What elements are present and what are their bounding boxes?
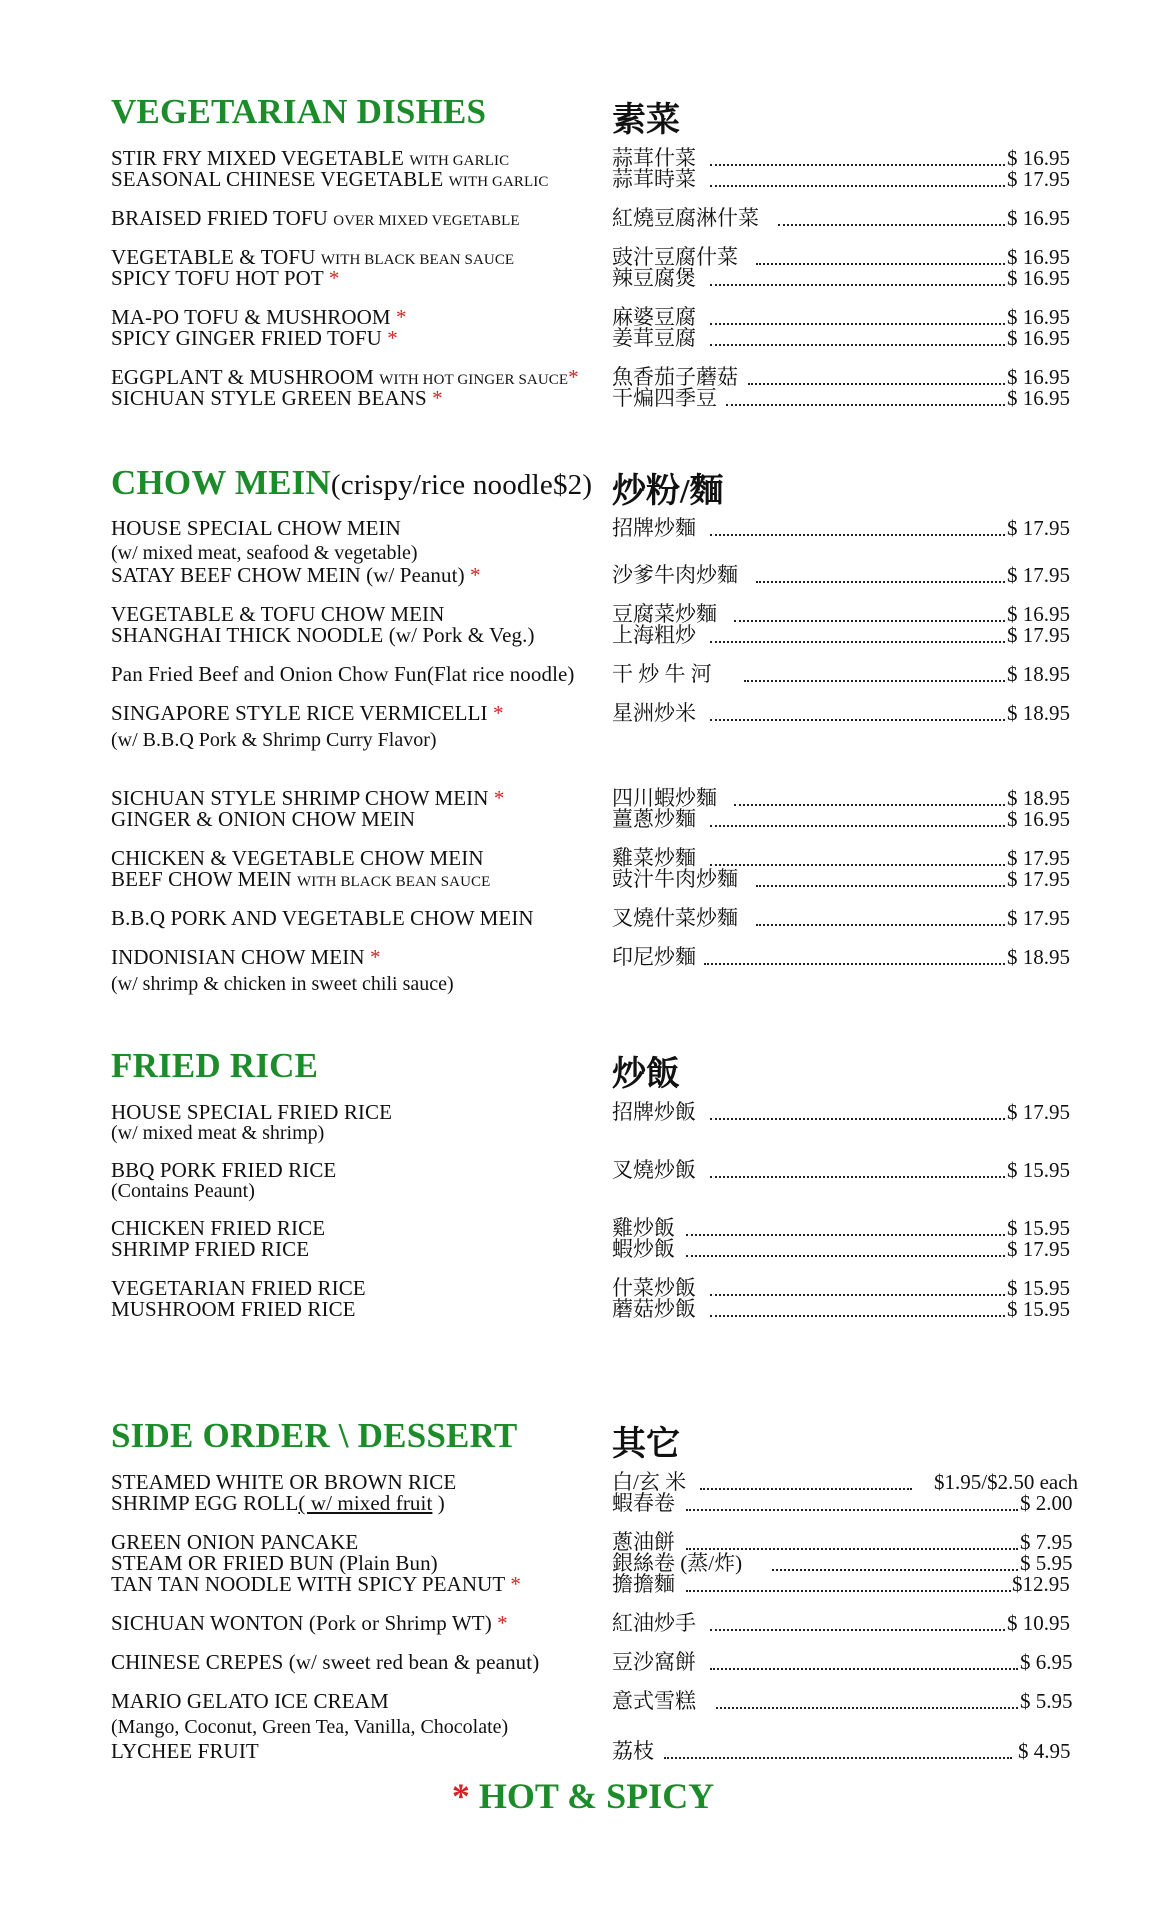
item-name: CHICKEN & VEGETABLE CHOW MEIN — [111, 846, 484, 870]
item-price: $ 2.00 — [1020, 1491, 1073, 1515]
item-note: ( w/ mixed fruit — [298, 1491, 433, 1515]
item-name-zh: 沙爹牛肉炒麵 — [612, 563, 738, 587]
item-description: (w/ B.B.Q Pork & Shrimp Curry Flavor) — [111, 729, 437, 751]
hot-spicy-marker: * — [493, 701, 504, 725]
dot-leader — [710, 825, 1005, 827]
menu-item — [0, 1552, 1166, 1574]
dot-leader — [710, 719, 1005, 721]
dot-leader — [710, 164, 1005, 166]
dot-leader — [710, 1668, 1018, 1670]
hot-spicy-marker: * — [328, 266, 340, 290]
dot-leader — [710, 1294, 1005, 1296]
menu-item — [0, 1238, 1166, 1260]
item-name: BBQ PORK FRIED RICE — [111, 1158, 337, 1182]
item-name: SICHUAN STYLE SHRIMP CHOW MEIN — [111, 786, 489, 810]
item-price: $ 16.95 — [1007, 326, 1070, 350]
menu-item — [0, 267, 1166, 289]
dot-leader — [716, 1707, 1018, 1709]
item-name-zh: 薑蔥炒麵 — [612, 807, 696, 831]
dot-leader — [710, 864, 1005, 866]
item-name: EGGPLANT & MUSHROOM — [111, 365, 374, 389]
hot-spicy-marker: * — [510, 1572, 521, 1596]
item-name-zh: 雞炒飯 — [612, 1216, 675, 1240]
dot-leader — [686, 1590, 1011, 1592]
dot-leader — [756, 263, 1005, 265]
item-description: (w/ shrimp & chicken in sweet chili sauce) — [111, 973, 454, 995]
hot-spicy-marker: * — [568, 365, 579, 389]
item-name-zh: 蒜茸時菜 — [612, 167, 696, 191]
item-price: $ 17.95 — [1007, 846, 1070, 870]
item-modifier: WITH GARLIC — [409, 153, 510, 169]
item-price: $ 18.95 — [1007, 701, 1070, 725]
item-price: $ 10.95 — [1007, 1611, 1070, 1635]
menu-item — [0, 1492, 1166, 1514]
dot-leader — [756, 924, 1005, 926]
item-name: BRAISED FRIED TOFU — [111, 206, 328, 230]
dot-leader — [686, 1509, 1018, 1511]
menu-item — [0, 1101, 1166, 1123]
menu-item — [0, 207, 1166, 229]
item-price: $ 6.95 — [1020, 1650, 1073, 1674]
item-name-zh: 白/玄 米 — [612, 1470, 687, 1494]
menu-item — [0, 1740, 1166, 1762]
menu-item — [0, 246, 1166, 268]
item-name: HOUSE SPECIAL FRIED RICE — [111, 1100, 393, 1124]
item-name: STEAMED WHITE OR BROWN RICE — [111, 1470, 457, 1494]
item-name-zh: 豉汁豆腐什菜 — [612, 245, 738, 269]
item-price: $ 16.95 — [1007, 206, 1070, 230]
item-name: SINGAPORE STYLE RICE VERMICELLI — [111, 701, 488, 725]
item-price: $ 17.95 — [1007, 516, 1070, 540]
item-name-zh: 豉汁牛肉炒麵 — [612, 867, 738, 891]
item-price: $ 18.95 — [1007, 662, 1070, 686]
item-price: $ 7.95 — [1020, 1530, 1073, 1554]
menu-item — [0, 1217, 1166, 1239]
item-price: $ 18.95 — [1007, 945, 1070, 969]
dot-leader — [710, 284, 1005, 286]
menu-item — [0, 1651, 1166, 1673]
item-name-zh: 辣豆腐煲 — [612, 266, 696, 290]
menu-item — [0, 306, 1166, 328]
item-name-zh: 蔥油餅 — [612, 1530, 675, 1554]
menu-item — [0, 1531, 1166, 1553]
item-name-zh: 干煸四季豆 — [612, 386, 717, 410]
item-name-zh: 蝦春卷 — [612, 1491, 675, 1515]
section-title-text: CHOW MEIN — [111, 463, 331, 502]
item-name-zh: 雞菜炒麵 — [612, 846, 696, 870]
item-name: MUSHROOM FRIED RICE — [111, 1297, 356, 1321]
item-price: $ 17.95 — [1007, 1237, 1070, 1261]
item-name-zh: 蝦炒飯 — [612, 1237, 675, 1261]
item-name: BEEF CHOW MEIN — [111, 867, 292, 891]
item-price: $ 15.95 — [1007, 1297, 1070, 1321]
section-title-vegetarian-zh: 素菜 — [612, 102, 680, 139]
item-price: $ 16.95 — [1007, 245, 1070, 269]
dot-leader — [748, 383, 1005, 385]
section-title-side-order: SIDE ORDER \ DESSERT — [111, 1416, 518, 1455]
item-price: $ 5.95 — [1020, 1689, 1073, 1713]
item-name: LYCHEE FRUIT — [111, 1739, 259, 1763]
menu-item — [0, 1277, 1166, 1299]
section-title-chow-mein-zh: 炒粉/麵 — [612, 473, 724, 510]
item-name: SHRIMP FRIED RICE — [111, 1237, 310, 1261]
menu-item — [0, 366, 1166, 388]
item-price: $ 17.95 — [1007, 867, 1070, 891]
item-name-zh: 上海粗炒 — [612, 623, 696, 647]
item-modifier: WITH BLACK BEAN SAUCE — [297, 874, 491, 890]
dot-leader — [686, 1255, 1005, 1257]
item-name: VEGETABLE & TOFU CHOW MEIN — [111, 602, 445, 626]
item-name-zh: 招牌炒飯 — [612, 1100, 696, 1124]
item-price: $ 17.95 — [1007, 623, 1070, 647]
item-name: MA-PO TOFU & MUSHROOM — [111, 305, 391, 329]
item-price: $ 16.95 — [1007, 807, 1070, 831]
item-description: (Mango, Coconut, Green Tea, Vanilla, Chocolate) — [111, 1716, 509, 1738]
item-name: SATAY BEEF CHOW MEIN (w/ Peanut) — [111, 563, 465, 587]
item-price: $12.95 — [1012, 1572, 1070, 1596]
item-price: $ 16.95 — [1007, 602, 1070, 626]
menu-item — [0, 517, 1166, 539]
menu-item — [0, 1573, 1166, 1595]
dot-leader — [710, 1315, 1005, 1317]
dot-leader — [710, 185, 1005, 187]
item-name-zh: 四川蝦炒麵 — [612, 786, 717, 810]
section-title-chow-mein — [111, 463, 592, 503]
item-price: $ 17.95 — [1007, 1100, 1070, 1124]
item-name: VEGETARIAN FRIED RICE — [111, 1276, 366, 1300]
item-name-zh: 紅油炒手 — [612, 1611, 696, 1635]
item-price: $ 15.95 — [1007, 1158, 1070, 1182]
item-price: $ 5.95 — [1020, 1551, 1073, 1575]
item-name: CHICKEN FRIED RICE — [111, 1216, 326, 1240]
item-name: B.B.Q PORK AND VEGETABLE CHOW MEIN — [111, 906, 534, 930]
item-name: STIR FRY MIXED VEGETABLE — [111, 146, 404, 170]
item-price: $ 16.95 — [1007, 266, 1070, 290]
item-price: $ 18.95 — [1007, 786, 1070, 810]
item-price: $ 17.95 — [1007, 167, 1070, 191]
dot-leader — [726, 404, 1005, 406]
item-name: CHINESE CREPES (w/ sweet red bean & peanut) — [111, 1650, 540, 1674]
item-name-zh: 印尼炒麵 — [612, 945, 696, 969]
dot-leader — [756, 885, 1005, 887]
menu-item — [0, 847, 1166, 869]
item-name-zh: 什菜炒飯 — [612, 1276, 696, 1300]
menu-item — [0, 1471, 1166, 1493]
hot-spicy-legend-star: * — [451, 1776, 470, 1816]
menu-item — [0, 907, 1166, 929]
menu-item — [0, 603, 1166, 625]
dot-leader — [778, 224, 1005, 226]
dot-leader — [710, 641, 1005, 643]
item-price: $ 4.95 — [1018, 1739, 1071, 1763]
item-note-end: ) — [432, 1491, 445, 1515]
item-name-zh: 意式雪糕 — [612, 1689, 696, 1713]
hot-spicy-marker: * — [369, 945, 381, 969]
item-name: GINGER & ONION CHOW MEIN — [111, 807, 416, 831]
item-name: HOUSE SPECIAL CHOW MEIN — [111, 516, 401, 540]
menu-item — [0, 327, 1166, 349]
item-price: $ 16.95 — [1007, 305, 1070, 329]
item-modifier: WITH GARLIC — [448, 174, 549, 190]
section-title-side-order-zh: 其它 — [612, 1426, 680, 1463]
menu-item — [0, 787, 1166, 809]
hot-spicy-legend — [0, 1775, 1166, 1817]
item-name: SHANGHAI THICK NOODLE (w/ Pork & Veg.) — [111, 623, 535, 647]
item-name: GREEN ONION PANCAKE — [111, 1530, 359, 1554]
item-name: MARIO GELATO ICE CREAM — [111, 1689, 389, 1713]
item-name-zh: 擔擔麵 — [612, 1572, 675, 1596]
dot-leader — [744, 680, 1005, 682]
item-name-zh: 招牌炒麵 — [612, 516, 696, 540]
item-name: TAN TAN NOODLE WITH SPICY PEANUT — [111, 1572, 505, 1596]
item-name-zh: 荔枝 — [612, 1739, 654, 1763]
menu-item — [0, 1612, 1166, 1634]
menu-item — [0, 564, 1166, 586]
section-title-fried-rice-zh: 炒飯 — [612, 1056, 680, 1093]
item-price: $1.95/$2.50 each — [934, 1470, 1079, 1494]
menu-item — [0, 946, 1166, 968]
hot-spicy-marker: * — [432, 386, 443, 410]
dot-leader — [734, 804, 1005, 806]
item-name: STEAM OR FRIED BUN (Plain Bun) — [111, 1551, 438, 1575]
dot-leader — [756, 581, 1005, 583]
item-description: (w/ mixed meat & shrimp) — [111, 1122, 325, 1144]
dot-leader — [700, 1488, 912, 1490]
item-price: $ 16.95 — [1007, 146, 1070, 170]
item-name: VEGETABLE & TOFU — [111, 245, 316, 269]
item-price: $ 15.95 — [1007, 1216, 1070, 1240]
dot-leader — [734, 620, 1005, 622]
menu-item — [0, 387, 1166, 409]
item-price: $ 16.95 — [1007, 386, 1070, 410]
item-modifier: WITH HOT GINGER SAUCE — [379, 372, 569, 388]
menu-item — [0, 624, 1166, 646]
item-name-zh: 魚香茄子蘑菇 — [612, 365, 738, 389]
item-name-zh: 麻婆豆腐 — [612, 305, 696, 329]
section-title-fried-rice: FRIED RICE — [111, 1046, 319, 1085]
item-name-zh: 豆腐菜炒麵 — [612, 602, 717, 626]
item-price: $ 17.95 — [1007, 563, 1070, 587]
dot-leader — [686, 1548, 1018, 1550]
hot-spicy-marker: * — [387, 326, 398, 350]
item-name: INDONISIAN CHOW MEIN — [111, 945, 365, 969]
menu-item — [0, 168, 1166, 190]
dot-leader — [710, 1176, 1005, 1178]
item-name-zh: 紅燒豆腐淋什菜 — [612, 206, 759, 230]
dot-leader — [772, 1569, 1018, 1571]
item-price: $ 17.95 — [1007, 906, 1070, 930]
item-name: Pan Fried Beef and Onion Chow Fun(Flat rice noodle) — [111, 662, 575, 686]
hot-spicy-marker: * — [470, 563, 481, 587]
item-name: SHRIMP EGG ROLL — [111, 1491, 299, 1515]
section-title-vegetarian: VEGETARIAN DISHES — [111, 92, 487, 131]
item-name-zh: 叉燒炒飯 — [612, 1158, 696, 1182]
item-name-zh: 干 炒 牛 河 — [612, 662, 712, 686]
item-modifier: WITH BLACK BEAN SAUCE — [320, 252, 515, 268]
menu-item — [0, 1159, 1166, 1181]
item-name-zh: 豆沙窩餅 — [612, 1650, 696, 1674]
hot-spicy-marker: * — [497, 1611, 508, 1635]
item-name: SPICY TOFU HOT POT — [111, 266, 324, 290]
section-note: (crispy/rice noodle$2) — [330, 469, 593, 501]
item-description: (w/ mixed meat, seafood & vegetable) — [111, 542, 418, 564]
dot-leader — [710, 323, 1005, 325]
dot-leader — [664, 1757, 1012, 1759]
dot-leader — [710, 1118, 1005, 1120]
hot-spicy-legend-text: HOT & SPICY — [478, 1776, 715, 1816]
item-name-zh: 姜茸豆腐 — [612, 326, 696, 350]
item-name-zh: 蘑菇炒飯 — [612, 1297, 696, 1321]
hot-spicy-marker: * — [396, 305, 407, 329]
menu-item — [0, 147, 1166, 169]
item-name-zh: 叉燒什菜炒麵 — [612, 906, 738, 930]
item-modifier: OVER MIXED VEGETABLE — [333, 213, 520, 229]
item-description: (Contains Peaunt) — [111, 1180, 255, 1202]
dot-leader — [710, 344, 1005, 346]
item-name-zh: 星洲炒米 — [612, 701, 696, 725]
item-price: $ 16.95 — [1007, 365, 1070, 389]
dot-leader — [710, 534, 1005, 536]
item-name-zh: 蒜茸什菜 — [612, 146, 696, 170]
item-name-zh: 銀絲卷 (蒸/炸) — [612, 1551, 743, 1575]
item-name: SEASONAL CHINESE VEGETABLE — [111, 167, 444, 191]
menu-item — [0, 808, 1166, 830]
menu-item — [0, 702, 1166, 724]
item-name: SPICY GINGER FRIED TOFU — [111, 326, 382, 350]
menu-item — [0, 663, 1166, 685]
dot-leader — [710, 1629, 1005, 1631]
item-price: $ 15.95 — [1007, 1276, 1070, 1300]
item-name: SICHUAN WONTON (Pork or Shrimp WT) — [111, 1611, 492, 1635]
menu-item — [0, 868, 1166, 890]
hot-spicy-marker: * — [493, 786, 505, 810]
dot-leader — [686, 1234, 1005, 1236]
dot-leader — [704, 963, 1005, 965]
item-name: SICHUAN STYLE GREEN BEANS — [111, 386, 427, 410]
menu-item — [0, 1690, 1166, 1712]
menu-item — [0, 1298, 1166, 1320]
